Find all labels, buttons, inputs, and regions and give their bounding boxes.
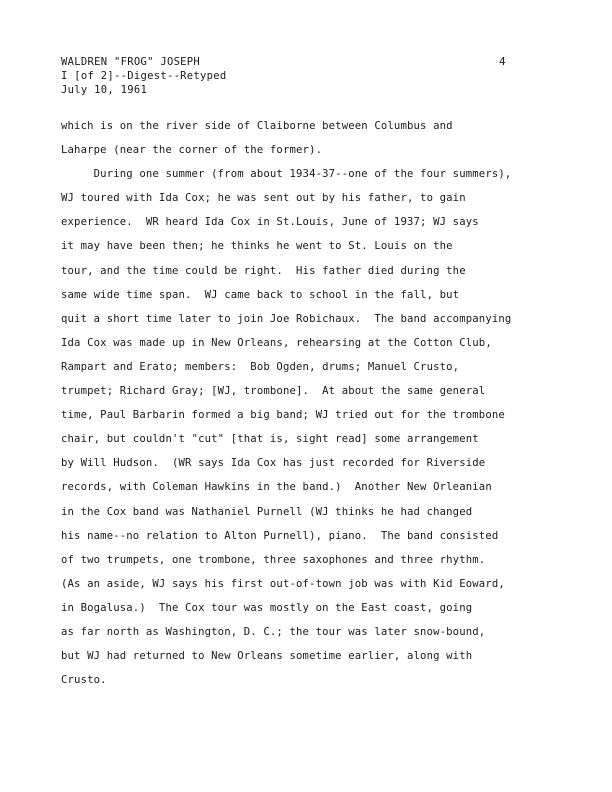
text-line: records, with Coleman Hawkins in the band.) Another New Orleanian	[61, 481, 492, 494]
reel-info: I [of 2]--Digest--Retyped	[61, 70, 227, 82]
text-line: Ida Cox was made up in New Orleans, rehearsing at the Cotton Club,	[61, 336, 492, 349]
text-line: of two trumpets, one trombone, three saxophones and three rhythm.	[61, 553, 486, 566]
document-header	[61, 55, 227, 97]
document-body	[61, 114, 591, 692]
text-line: it may have been then; he thinks he went to St. Louis on the	[61, 240, 453, 253]
text-line: experience. WR heard Ida Cox in St.Louis, June of 1937; WJ says	[61, 216, 479, 229]
text-line: which is on the river side of Claiborne between Columbus and	[61, 120, 453, 132]
text-line: trumpet; Richard Gray; [WJ, trombone]. At about the same general	[61, 385, 486, 398]
text-line: During one summer (from about 1934-37--one of the four summers),	[61, 168, 512, 181]
text-line: same wide time span. WJ came back to school in the fall, but	[61, 288, 460, 301]
text-line: in the Cox band was Nathaniel Purnell (WJ thinks he had changed	[61, 505, 473, 518]
text-line: WJ toured with Ida Cox; he was sent out by his father, to gain	[61, 192, 466, 205]
text-line: tour, and the time could be right. His father died during the	[61, 264, 466, 277]
text-line: chair, but couldn't "cut" [that is, sight read] some arrangement	[61, 433, 479, 446]
text-line: Laharpe (near the corner of the former).	[61, 144, 323, 157]
text-line: as far north as Washington, D. C.; the tour was later snow-bound,	[61, 625, 486, 638]
text-line: quit a short time later to join Joe Robichaux. The band accompanying	[61, 312, 512, 325]
text-line: by Will Hudson. (WR says Ida Cox has just recorded for Riverside	[61, 457, 486, 470]
text-line: Crusto.	[61, 674, 107, 687]
interview-date: July 10, 1961	[61, 84, 148, 96]
text-line: (As an aside, WJ says his first out-of-town job was with Kid Eoward,	[61, 577, 505, 590]
text-line: time, Paul Barbarin formed a big band; WJ tried out for the trombone	[61, 409, 505, 422]
paragraph	[61, 114, 591, 162]
page-number: 4	[499, 55, 506, 68]
interviewee-name: WALDREN "FROG" JOSEPH	[61, 56, 201, 68]
text-line: but WJ had returned to New Orleans sometime earlier, along with	[61, 650, 473, 663]
text-line: his name--no relation to Alton Purnell), piano. The band consisted	[61, 529, 499, 542]
text-line: in Bogalusa.) The Cox tour was mostly on the East coast, going	[61, 601, 473, 614]
text-line: Rampart and Erato; members: Bob Ogden, drums; Manuel Crusto,	[61, 360, 460, 373]
paragraph	[61, 162, 591, 692]
